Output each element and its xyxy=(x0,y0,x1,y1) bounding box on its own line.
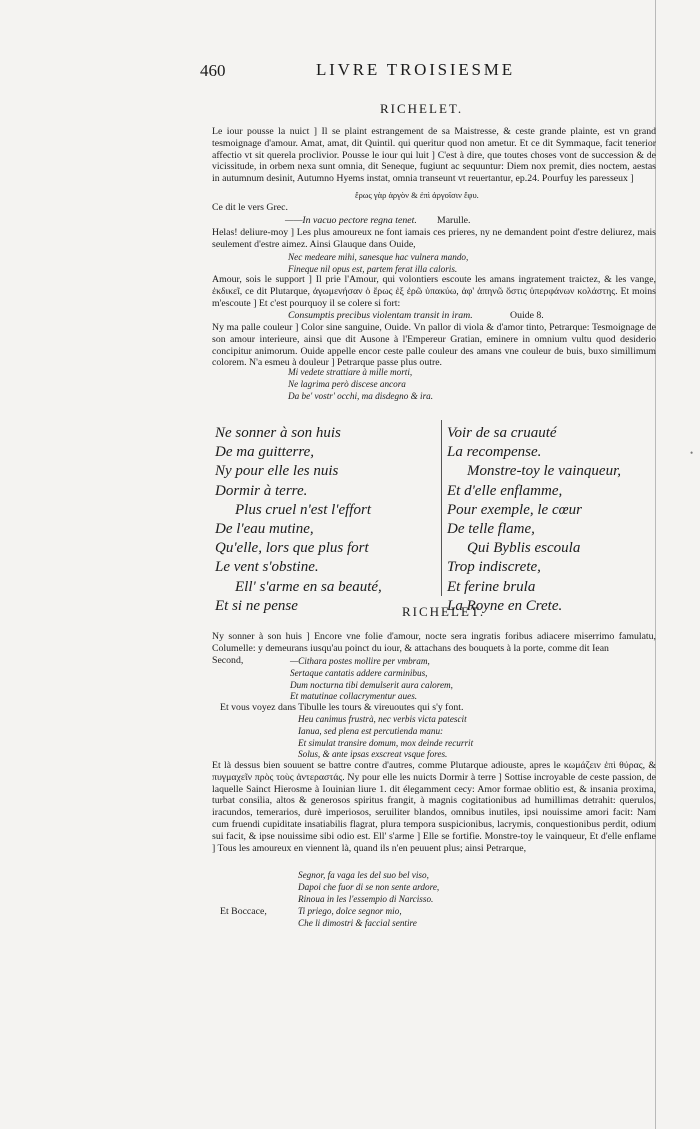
verse-line: —Cithara postes mollire per vmbram, xyxy=(290,656,430,666)
section-heading-2: RICHELET. xyxy=(402,604,486,619)
verse-line: Solus, & ante ipsas exscreat vsque fores. xyxy=(298,749,448,760)
poem-line: La recompense. xyxy=(447,444,542,461)
verse-line: Segnor, fa vaga les del suo bel viso, xyxy=(298,870,429,880)
poem-line: Le vent s'obstine. xyxy=(215,559,319,576)
verse-line: Ianua, sed plena est percutienda manu: xyxy=(298,725,444,736)
tibulle-verse xyxy=(298,714,473,761)
verse-line: Ne lagrima però discese ancora xyxy=(288,378,406,389)
tibulle-intro: Et vous voyez dans Tibulle les tours & vireuoutes qui s'y font. xyxy=(220,702,464,713)
petrarque-verse xyxy=(288,367,433,402)
verse-line: Rinoua in les l'essempio di Narcisso. xyxy=(298,893,434,904)
verse-line: Dum nocturna tibi demulserit aura calorem, xyxy=(290,679,453,690)
verse-line: Nec medeare mihi, sanesque hac vulnera mando, xyxy=(288,252,469,262)
boccace-label: Et Boccace, xyxy=(220,906,267,917)
margin-mark: • xyxy=(690,448,694,458)
poem-line: Trop indiscrete, xyxy=(447,559,541,576)
ny-ma-paragraph: Ny ma palle couleur ] Color sine sanguine, Ouide. Vn pallor di viola & d'amor tinto, Petrarque: Tesmoignage de son amour interieure, ainsi que dit Ausone à l'Empereur Gratian, eminere in omnium vultu quod desiderio concipitur animorum. Ouide appelle encor ceste palle couleur des amans vne couleur de buis, buxo simillimum colorem. N'a esmeu à douleur ] Petrarque passe plus outre. xyxy=(212,322,656,369)
greek-line: ἔρως γὰρ ἀργὸν & ἐπὶ ἀργοῖσιν ἔφυ. xyxy=(355,190,479,200)
second-verse xyxy=(290,656,453,703)
poem-line: Ell' s'arme en sa beauté, xyxy=(235,578,382,595)
verse-line: Da be' vostr' occhi, ma disdegno & ira. xyxy=(288,390,434,401)
poem-line: Pour exemple, le cœur xyxy=(447,501,582,518)
marulle-quote: ——In vacuo pectore regna tenet. xyxy=(285,215,417,226)
ny-sonner-paragraph: Ny sonner à son huis ] Encore vne folie d'amour, nocte sera ingratis foribus adiacere miserrimo famulatu, Columelle: y demeurans iusqu'au poinct du iour, & attachans des bouquets à la porte, comme dit Iean xyxy=(212,631,656,654)
poem-line: Et ferine brula xyxy=(447,578,536,595)
verse-line: Ti priego, dolce segnor mio, xyxy=(298,906,402,916)
helas-paragraph: Helas! deliure-moy ] Les plus amoureux ne font iamais ces prieres, ny ne demandent point d'estre deliurez, mais seulement d'estre aimez. Ainsi Glauque dans Ouide, xyxy=(212,227,656,250)
boccace-verse xyxy=(298,906,417,930)
verse-line: Heu canimus frustrà, nec verbis victa patescit xyxy=(298,714,467,724)
poem-line: Qui Byblis escoula xyxy=(467,540,581,557)
poem-line: Et d'elle enflamme, xyxy=(447,482,563,499)
poem-column-divider xyxy=(441,420,442,596)
poem-line: Qu'elle, lors que plus fort xyxy=(215,540,369,557)
vers-grec-line: Ce dit le vers Grec. xyxy=(212,202,288,213)
poem-line: Ny pour elle les nuis xyxy=(215,463,339,480)
page-number: 460 xyxy=(200,61,226,80)
commentary-paragraph-1: Le iour pousse la nuict ] Il se plaint estrangement de sa Maistresse, & ceste grande plainte, est vn grand tesmoignage d'amour. Amat, amat, dit Quintil. qui queritur quod non ametur. Et ce dit Symmaque, facit tenerior affectio vt sit querela proclivior. Pousse le iour qui luit ] C'est à dire, que toutes choses vont de succession & de vicissitude, in orbem nexa sunt omnia, dit Seneque, fugiunt ac sequuntur: Diem nox premit, dies noctem, aestas in autumnum desinit, Autumno Hyems instat, omnia transeunt vt reuertantur, ep.24. Pourfuy les paresseux ] xyxy=(212,126,656,185)
ovid8-attribution: Ouide 8. xyxy=(510,310,544,321)
poem-line: La Royne en Crete. xyxy=(447,597,563,614)
section-heading-1: RICHELET. xyxy=(380,101,464,116)
second-label: Second, xyxy=(212,655,244,666)
amour-paragraph: Amour, sois le support ] Il prie l'Amour, qui volontiers escoute les amans ingratement traictez, & les vange, ἐκδικεῖ, ce dit Plutarque, ἀγωμενήσαν ὁ ἔρως ἐξ ἐρῶ ὑπακύω, ἀφ' ἀπηνῶ ὅστις ὑπερφάνων κολάστης. Et moins m'escoute ] Et c'est pourquoy il se colere si fort: xyxy=(212,274,656,309)
poem-line: Voir de sa cruauté xyxy=(447,425,557,441)
poem-left-column xyxy=(215,424,382,616)
poem-line: Monstre-toy le vainqueur, xyxy=(467,463,621,480)
verse-line: Et matutinae collacrymentur aues. xyxy=(290,691,418,702)
verse-line: Che li dimostri & faccial sentire xyxy=(298,917,417,928)
poem-right-column xyxy=(447,424,621,616)
poem-line: Ne sonner à son huis xyxy=(215,425,341,441)
poem-line: De telle flame, xyxy=(447,520,535,537)
running-title: LIVRE TROISIESME xyxy=(316,60,515,79)
verse-line: Mi vedete strattiare à mille morti, xyxy=(288,367,413,377)
ovid8-quote: Consumptis precibus violentam transit in iram. xyxy=(288,310,473,321)
ovid-verse xyxy=(288,252,468,276)
verse-line: Sertaque cantatis addere carminibus, xyxy=(290,667,428,678)
poem-line: Plus cruel n'est l'effort xyxy=(235,501,371,518)
marulle-attribution: Marulle. xyxy=(437,215,471,226)
battre-paragraph: Et là dessus bien souuent se battre contre d'autres, comme Plutarque adiouste, apres le κωμάζειν ἐπὶ θύρας, & πυγμαχεῖν πρὸς τοὺς ἀντεραστάς. Ny pour elle les nuicts Dormir à terre ] Sottise incroyable de ceste passion, de laquelle Sainct Hierosme à Iouinian liure 1. dit élegamment cecy: Amor formae oblitio est, & insania proxima, turbat consilia, altos & generosos spiritus frangit, à magnis cogitationibus ad humillimas detrahit: querulos, iracundos, temerarios, durè imperiosos, seruiliter blandos, omnibus inutiles, ipsi nouissime amori facit: Nam cum fruendi cupiditate insatiabilis flagrat, plura tempora suspicionibus, lacrymis, conquestionibus perdit, odium sui facit, & ipse nouissime sibi odio est. Ell' s'arme ] Elle se fortifie. Monstre-toy le vainqueur, Et d'elle enflame ] Tous les amoureux en viennent là, quand ils n'en peuuent plus; ainsi Petrarque, xyxy=(212,760,656,854)
poem-line: De ma guitterre, xyxy=(215,444,315,461)
poem-line: Dormir à terre. xyxy=(215,482,308,499)
verse-line: Dapoi che fuor di se non sente ardore, xyxy=(298,881,440,892)
poem-line: De l'eau mutine, xyxy=(215,520,314,537)
verse-line: Fineque nil opus est, partem ferat illa caloris. xyxy=(288,263,458,274)
poem-line: Et si ne pense xyxy=(215,597,298,614)
petrarque2-verse xyxy=(298,870,439,905)
verse-line: Et simulat transire domum, mox deinde recurrit xyxy=(298,737,474,748)
